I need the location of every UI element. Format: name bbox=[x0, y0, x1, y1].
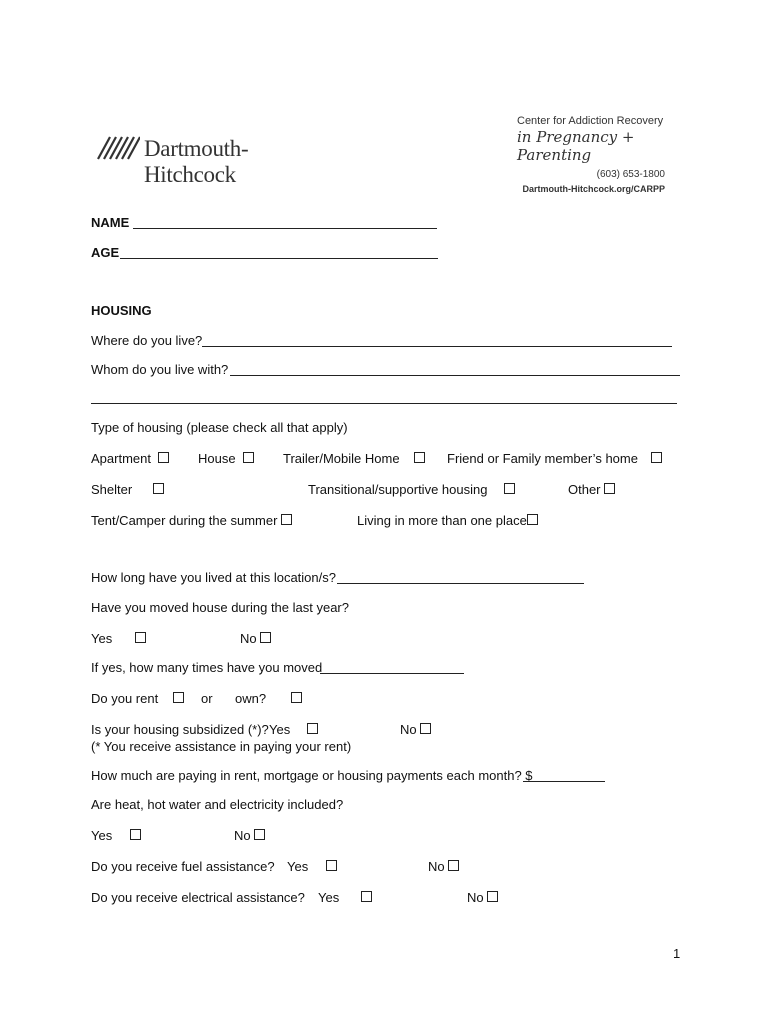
rent-label: Do you rent bbox=[91, 691, 159, 706]
electrical-yes-checkbox[interactable] bbox=[361, 891, 372, 902]
option-multiple: Living in more than one place bbox=[357, 513, 527, 528]
how-many-field[interactable] bbox=[320, 661, 464, 674]
house-checkbox[interactable] bbox=[243, 452, 254, 463]
brand-name: Dartmouth-Hitchcock bbox=[144, 136, 249, 187]
subsidized-no-checkbox[interactable] bbox=[420, 723, 431, 734]
how-many-label: If yes, how many times have you moved bbox=[91, 660, 323, 675]
subsidized-yes-label: Yes bbox=[269, 722, 291, 737]
fuel-yes-checkbox[interactable] bbox=[326, 860, 337, 871]
logo-stripes-icon bbox=[96, 134, 140, 160]
friend-checkbox[interactable] bbox=[651, 452, 662, 463]
utilities-label: Are heat, hot water and electricity included? bbox=[91, 797, 344, 812]
other-checkbox[interactable] bbox=[604, 483, 615, 494]
name-field[interactable] bbox=[133, 216, 437, 229]
own-label: own? bbox=[235, 691, 267, 706]
option-transitional: Transitional/supportive housing bbox=[308, 482, 488, 497]
electrical-yes-label: Yes bbox=[318, 890, 340, 905]
electrical-label: Do you receive electrical assistance? bbox=[91, 890, 305, 905]
whom-live-label: Whom do you live with? bbox=[91, 362, 229, 377]
subsidized-no-label: No bbox=[400, 722, 417, 737]
shelter-checkbox[interactable] bbox=[153, 483, 164, 494]
subsidized-note: (* You receive assistance in paying your rent) bbox=[91, 739, 352, 754]
how-long-field[interactable] bbox=[337, 571, 584, 584]
payment-field[interactable] bbox=[523, 769, 605, 782]
moved-yes-checkbox[interactable] bbox=[135, 632, 146, 643]
name-label: NAME bbox=[91, 215, 130, 230]
moved-no-label: No bbox=[240, 631, 257, 646]
apartment-checkbox[interactable] bbox=[158, 452, 169, 463]
center-subtitle: in Pregnancy + Parenting bbox=[517, 128, 635, 164]
rent-checkbox[interactable] bbox=[173, 692, 184, 703]
multiple-places-checkbox[interactable] bbox=[527, 514, 538, 525]
center-phone: (603) 653-1800 bbox=[596, 169, 665, 180]
moved-no-checkbox[interactable] bbox=[260, 632, 271, 643]
where-live-label: Where do you live? bbox=[91, 333, 203, 348]
where-live-field[interactable] bbox=[202, 334, 672, 347]
moved-yes-label: Yes bbox=[91, 631, 113, 646]
whom-live-field[interactable] bbox=[230, 363, 680, 376]
option-house: House bbox=[198, 451, 236, 466]
age-label: AGE bbox=[91, 245, 120, 260]
option-apartment: Apartment bbox=[91, 451, 151, 466]
option-tent: Tent/Camper during the summer bbox=[91, 513, 278, 528]
own-checkbox[interactable] bbox=[291, 692, 302, 703]
utilities-no-checkbox[interactable] bbox=[254, 829, 265, 840]
center-url: Dartmouth-Hitchcock.org/CARPP bbox=[522, 184, 665, 194]
carpp-logo bbox=[517, 115, 665, 196]
or-label: or bbox=[201, 691, 213, 706]
page-number: 1 bbox=[673, 946, 681, 961]
fuel-no-label: No bbox=[428, 859, 445, 874]
housing-heading: HOUSING bbox=[91, 303, 152, 318]
electrical-no-checkbox[interactable] bbox=[487, 891, 498, 902]
utilities-yes-checkbox[interactable] bbox=[130, 829, 141, 840]
age-field[interactable] bbox=[120, 246, 438, 259]
tent-checkbox[interactable] bbox=[281, 514, 292, 525]
option-trailer: Trailer/Mobile Home bbox=[283, 451, 400, 466]
fuel-no-checkbox[interactable] bbox=[448, 860, 459, 871]
moved-label: Have you moved house during the last year? bbox=[91, 600, 349, 615]
utilities-no-label: No bbox=[234, 828, 251, 843]
payment-label: How much are paying in rent, mortgage or housing payments each month? $ bbox=[91, 768, 533, 783]
option-friend: Friend or Family member’s home bbox=[447, 451, 638, 466]
subsidized-yes-checkbox[interactable] bbox=[307, 723, 318, 734]
center-title: Center for Addiction Recovery bbox=[517, 115, 664, 127]
trailer-checkbox[interactable] bbox=[414, 452, 425, 463]
option-other: Other bbox=[568, 482, 601, 497]
fuel-label: Do you receive fuel assistance? bbox=[91, 859, 275, 874]
electrical-no-label: No bbox=[467, 890, 484, 905]
option-shelter: Shelter bbox=[91, 482, 133, 497]
fuel-yes-label: Yes bbox=[287, 859, 309, 874]
utilities-yes-label: Yes bbox=[91, 828, 113, 843]
subsidized-label: Is your housing subsidized (*)? bbox=[91, 722, 269, 737]
whom-live-field-line2[interactable] bbox=[91, 391, 677, 404]
transitional-checkbox[interactable] bbox=[504, 483, 515, 494]
how-long-label: How long have you lived at this location/s? bbox=[91, 570, 336, 585]
housing-type-label: Type of housing (please check all that apply) bbox=[91, 420, 348, 435]
